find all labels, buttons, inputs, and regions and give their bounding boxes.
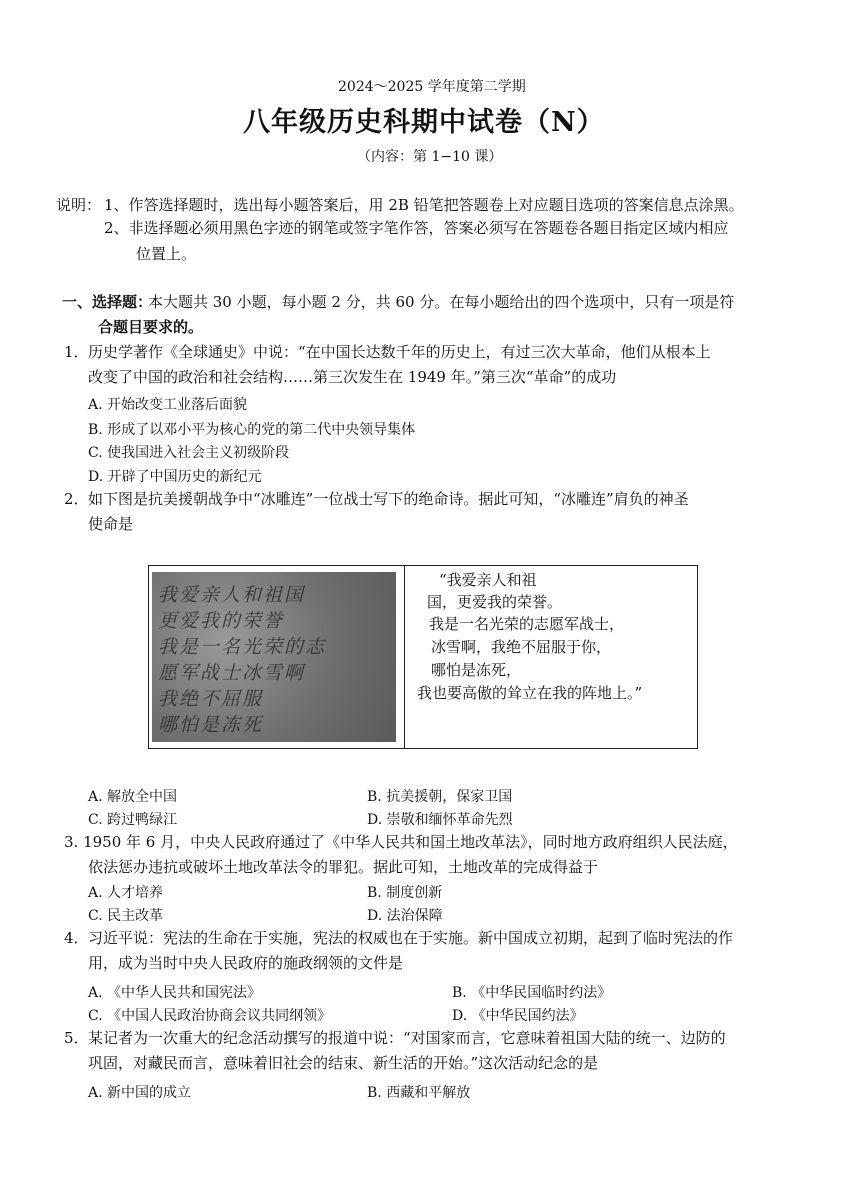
question-2-option-a[interactable]: A. 解放全中国 <box>88 789 178 805</box>
section-label: 一、选择题： <box>62 293 153 311</box>
question-2-option-d[interactable]: D. 崇敬和缅怀革命先烈 <box>367 812 513 828</box>
question-4-number: 4． <box>64 929 89 947</box>
question-1-option-c[interactable]: C. 使我国进入社会主义初级阶段 <box>88 445 290 461</box>
question-5-number: 5． <box>64 1029 89 1047</box>
poem-line: “我爱亲人和祖 <box>439 571 537 589</box>
poem-line: 我是一名光荣的志愿军战士， <box>429 615 625 633</box>
question-2-stem-cont: 使命是 <box>88 515 134 533</box>
question-2-number: 2． <box>64 490 89 508</box>
question-2-stem: 如下图是抗美援朝战争中“冰雕连”一位战士写下的绝命诗。据此可知，“冰雕连”肩负的神圣 <box>88 490 689 508</box>
poem-line: 我也要高傲的耸立在我的阵地上。” <box>417 684 643 702</box>
handwriting-line: 我是一名光荣的志 <box>158 636 327 658</box>
question-1-option-a[interactable]: A. 开始改变工业落后面貌 <box>88 397 248 413</box>
section-desc-cont: 合题目要求的。 <box>98 318 204 336</box>
question-4-option-c[interactable]: C. 《中国人民政治协商会议共同纲领》 <box>88 1008 332 1024</box>
question-3-stem: 3. 1950 年 6 月，中央人民政府通过了《中华人民共和国土地改革法》，同时地方政府组织人民法庭， <box>64 833 738 851</box>
instruction-item-2: 2、非选择题必须用黑色字迹的钢笔或签字笔作答，答案必须写在答题卷各题目指定区域内相应 <box>104 219 729 237</box>
instruction-item-1: 1、作答选择题时，选出每小题答案后，用 2B 铅笔把答题卷上对应题目选项的答案信息点涂黑。 <box>104 196 744 214</box>
term-line: 2024～2025 学年度第二学期 <box>338 79 526 95</box>
handwriting-line: 我绝不屈服 <box>158 688 264 710</box>
question-2-option-b[interactable]: B. 抗美援朝，保家卫国 <box>367 789 513 805</box>
handwriting-line: 哪怕是冻死 <box>158 714 264 736</box>
question-5-option-b[interactable]: B. 西藏和平解放 <box>367 1085 471 1101</box>
question-1-stem-cont: 改变了中国的政治和社会结构……第三次发生在 1949 年。”第三次“革命”的成功 <box>88 368 617 386</box>
question-3-stem-cont: 依法惩办违抗或破坏土地改革法令的罪犯。据此可知，土地改革的完成得益于 <box>88 858 599 876</box>
figure-divider <box>404 566 405 748</box>
poem-line: 哪怕是冻死， <box>431 661 522 679</box>
question-4-stem: 习近平说：宪法的生命在于实施，宪法的权威也在于实施。新中国成立初期，起到了临时宪法的作 <box>88 929 734 947</box>
question-3-option-b[interactable]: B. 制度创新 <box>367 885 443 901</box>
question-1-stem: 历史学著作《全球通史》中说：“在中国长达数千年的历史上，有过三次大革命，他们从根本上 <box>88 343 711 361</box>
handwriting-line: 愿军战士冰雪啊 <box>158 662 306 684</box>
question-4-option-d[interactable]: D. 《中华民国约法》 <box>452 1008 584 1024</box>
question-5-option-a[interactable]: A. 新中国的成立 <box>88 1085 192 1101</box>
poem-figure <box>148 565 698 749</box>
question-2-option-c[interactable]: C. 跨过鸭绿江 <box>88 812 178 828</box>
exam-scope: （内容：第 1−10 课） <box>357 149 503 165</box>
question-5-stem: 某记者为一次重大的纪念活动撰写的报道中说：“对国家而言，它意味着祖国大陆的统一、边防的 <box>88 1029 726 1047</box>
question-1-option-d[interactable]: D. 开辟了中国历史的新纪元 <box>88 469 262 485</box>
question-5-stem-cont: 巩固，对藏民而言，意味着旧社会的结束、新生活的开始。”这次活动纪念的是 <box>88 1054 599 1072</box>
question-4-option-a[interactable]: A. 《中华人民共和国宪法》 <box>88 985 262 1001</box>
question-1-number: 1． <box>64 343 89 361</box>
exam-title: 八年级历史科期中试卷（N） <box>243 107 605 138</box>
instructions-lead: 说明： <box>56 196 102 214</box>
handwriting-line: 我爱亲人和祖国 <box>158 584 306 606</box>
question-1-option-b[interactable]: B. 形成了以邓小平为核心的党的第二代中央领导集体 <box>88 422 416 438</box>
question-3-option-c[interactable]: C. 民主改革 <box>88 908 164 924</box>
question-4-option-b[interactable]: B. 《中华民国临时约法》 <box>452 985 612 1001</box>
instruction-item-2-cont: 位置上。 <box>136 245 197 263</box>
question-4-stem-cont: 用，成为当时中央人民政府的施政纲领的文件是 <box>88 954 404 972</box>
handwriting-line: 更爱我的荣誉 <box>158 610 285 632</box>
poem-line: 国，更爱我的荣誉。 <box>427 593 563 611</box>
handwritten-letter-image <box>152 572 396 742</box>
question-3-option-d[interactable]: D. 法治保障 <box>367 908 443 924</box>
section-desc: 本大题共 30 小题，每小题 2 分，共 60 分。在每小题给出的四个选项中，只有一项是符 <box>148 293 735 311</box>
question-3-option-a[interactable]: A. 人才培养 <box>88 885 164 901</box>
poem-line: 冰雪啊，我绝不屈服于你， <box>431 638 612 656</box>
